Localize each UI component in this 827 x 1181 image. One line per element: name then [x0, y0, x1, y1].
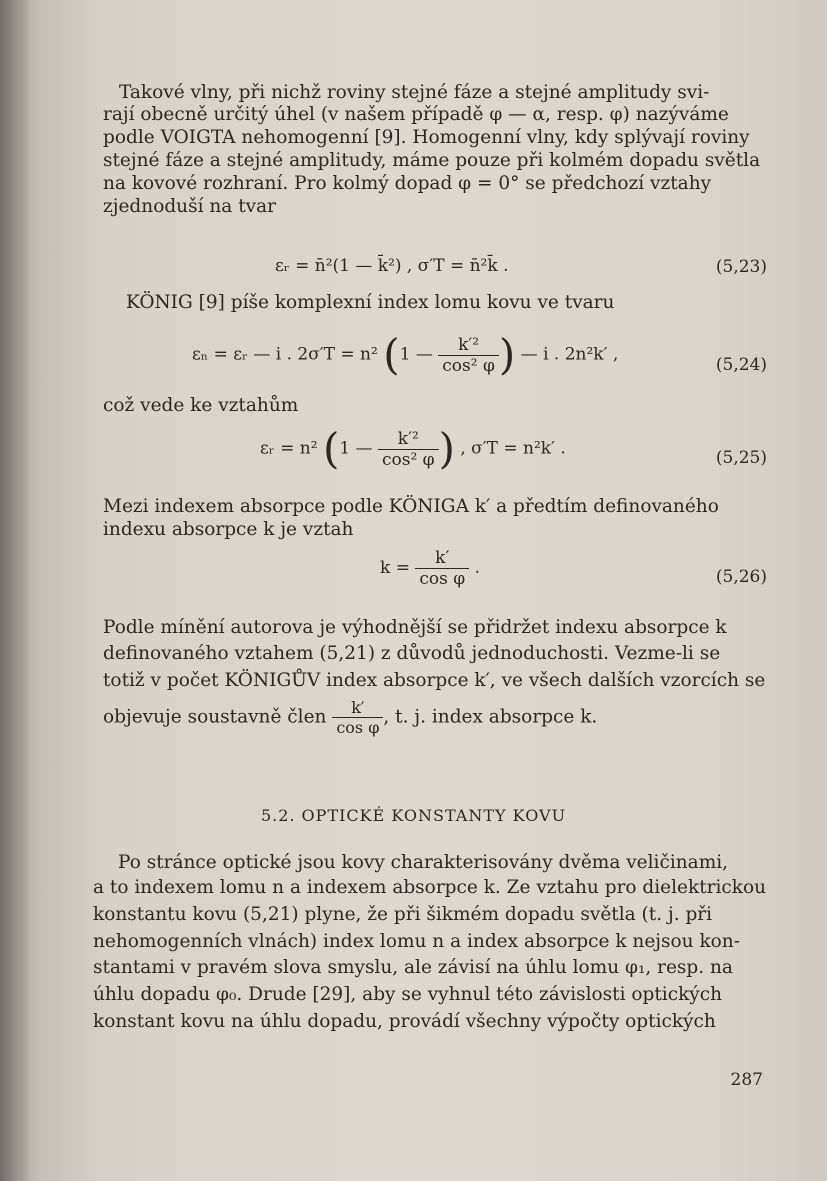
- equation-number-5-26: (5,26): [715, 567, 767, 587]
- para1-line-1: Takové vlny, při nichž roviny stejné fáze a stejné amplitudy svi-: [119, 82, 710, 103]
- para1-line-6: zjednoduší na tvar: [103, 196, 276, 217]
- eq524-one: 1 —: [399, 344, 433, 365]
- eq525-open-paren: (: [322, 424, 340, 473]
- vede-line: což vede ke vztahům: [103, 395, 299, 416]
- section-heading: 5.2. OPTICKÉ KONSTANTY KOVU: [260, 806, 567, 825]
- equation-number-5-25: (5,25): [715, 448, 767, 468]
- eq524-open-paren: (: [383, 330, 400, 379]
- para4-line-7: konstant kovu na úhlu dopadu, provádí všechny výpočty optických: [93, 1011, 716, 1032]
- para3-frac-den: cos φ: [336, 718, 380, 737]
- para2-line-2: indexu absorpce k je vztah: [103, 519, 354, 540]
- para4-line-2: a to indexem lomu n a indexem absorpce k. Ze vztahu pro dielektrickou: [93, 877, 767, 898]
- para1-line-4: stejné fáze a stejné amplitudy, máme pouze při kolmém dopadu světla: [103, 150, 761, 171]
- equation-5-23: εᵣ = n̄²(1 — k̄²) , σ′T = n̄²k̄ .: [275, 256, 509, 276]
- eq525-lhs: εᵣ = n²: [260, 438, 318, 459]
- eq524-rhs: — i . 2n²k′ ,: [520, 344, 619, 365]
- eq525-rhs: , σ′T = n²k′ .: [460, 438, 566, 459]
- eq525-close-paren: ): [438, 424, 455, 473]
- eq526-frac-den: cos φ: [419, 569, 466, 589]
- eq524-close-paren: ): [498, 330, 516, 379]
- eq525-frac-den: cos² φ: [381, 449, 435, 470]
- para3-inline-fraction: [332, 698, 383, 737]
- eq526-lhs: k =: [380, 558, 410, 578]
- equation-5-25: [260, 424, 566, 473]
- para1-line-5: na kovové rozhraní. Pro kolmý dopad φ = 0° se předchozí vztahy: [103, 173, 712, 194]
- para3-frac-num: k′: [332, 698, 383, 718]
- eq526-frac-num: k′: [415, 548, 469, 569]
- para3-line-1: Podle mínění autorova je výhodnější se přidržet indexu absorpce k: [103, 617, 727, 638]
- para1-line-2: rají obecně určitý úhel (v našem případě φ — α, resp. φ) nazýváme: [103, 104, 729, 125]
- para1-line-3: podle VOIGTA nehomogenní [9]. Homogenní vlny, kdy splývají roviny: [103, 127, 750, 148]
- eq526-fraction: [415, 548, 469, 589]
- para4-line-5: stantami v pravém slova smyslu, ale závisí na úhlu lomu φ₁, resp. na: [93, 957, 733, 978]
- para3-last-post: , t. j. index absorpce k.: [383, 706, 598, 728]
- eq525-one: 1 —: [339, 438, 373, 459]
- para4-line-1: Po stránce optické jsou kovy charakterisovány dvěma veličinami,: [118, 852, 729, 873]
- equation-5-26: [380, 548, 480, 589]
- para4-line-4: nehomogenních vlnách) index lomu n a index absorpce k nejsou kon-: [93, 931, 740, 952]
- eq526-rhs: .: [474, 558, 480, 578]
- para3-line-4: [103, 698, 597, 737]
- book-spine-shadow: [0, 0, 30, 1181]
- page-number: 287: [730, 1070, 763, 1090]
- eq524-frac-den: cos² φ: [442, 355, 495, 376]
- eq525-fraction: [378, 429, 439, 470]
- eq524-lhs: εₙ = εᵣ — i . 2σ′T = n²: [192, 344, 378, 365]
- para2-line-1: Mezi indexem absorpce podle KÖNIGA k′ a předtím definovaného: [103, 496, 719, 517]
- equation-5-24: [192, 330, 619, 379]
- para3-line-2: definovaného vztahem (5,21) z důvodů jednoduchosti. Vezme-li se: [103, 643, 721, 664]
- eq524-fraction: [438, 335, 499, 376]
- para4-line-3: konstantu kovu (5,21) plyne, že při šikmém dopadu světla (t. j. při: [93, 904, 713, 925]
- para3-last-pre: objevuje soustavně člen: [103, 706, 327, 728]
- eq525-frac-num: k′²: [378, 429, 439, 450]
- equation-number-5-23: (5,23): [715, 257, 767, 277]
- para4-line-6: úhlu dopadu φ₀. Drude [29], aby se vyhnul této závislosti optických: [93, 984, 723, 1005]
- konig-intro-line: KÖNIG [9] píše komplexní index lomu kovu ve tvaru: [126, 292, 615, 313]
- equation-number-5-24: (5,24): [715, 355, 767, 375]
- eq524-frac-num: k′²: [438, 335, 499, 356]
- para3-line-3: totiž v počet KÖNIGŮV index absorpce k′, ve všech dalších vzorcích se: [103, 670, 766, 691]
